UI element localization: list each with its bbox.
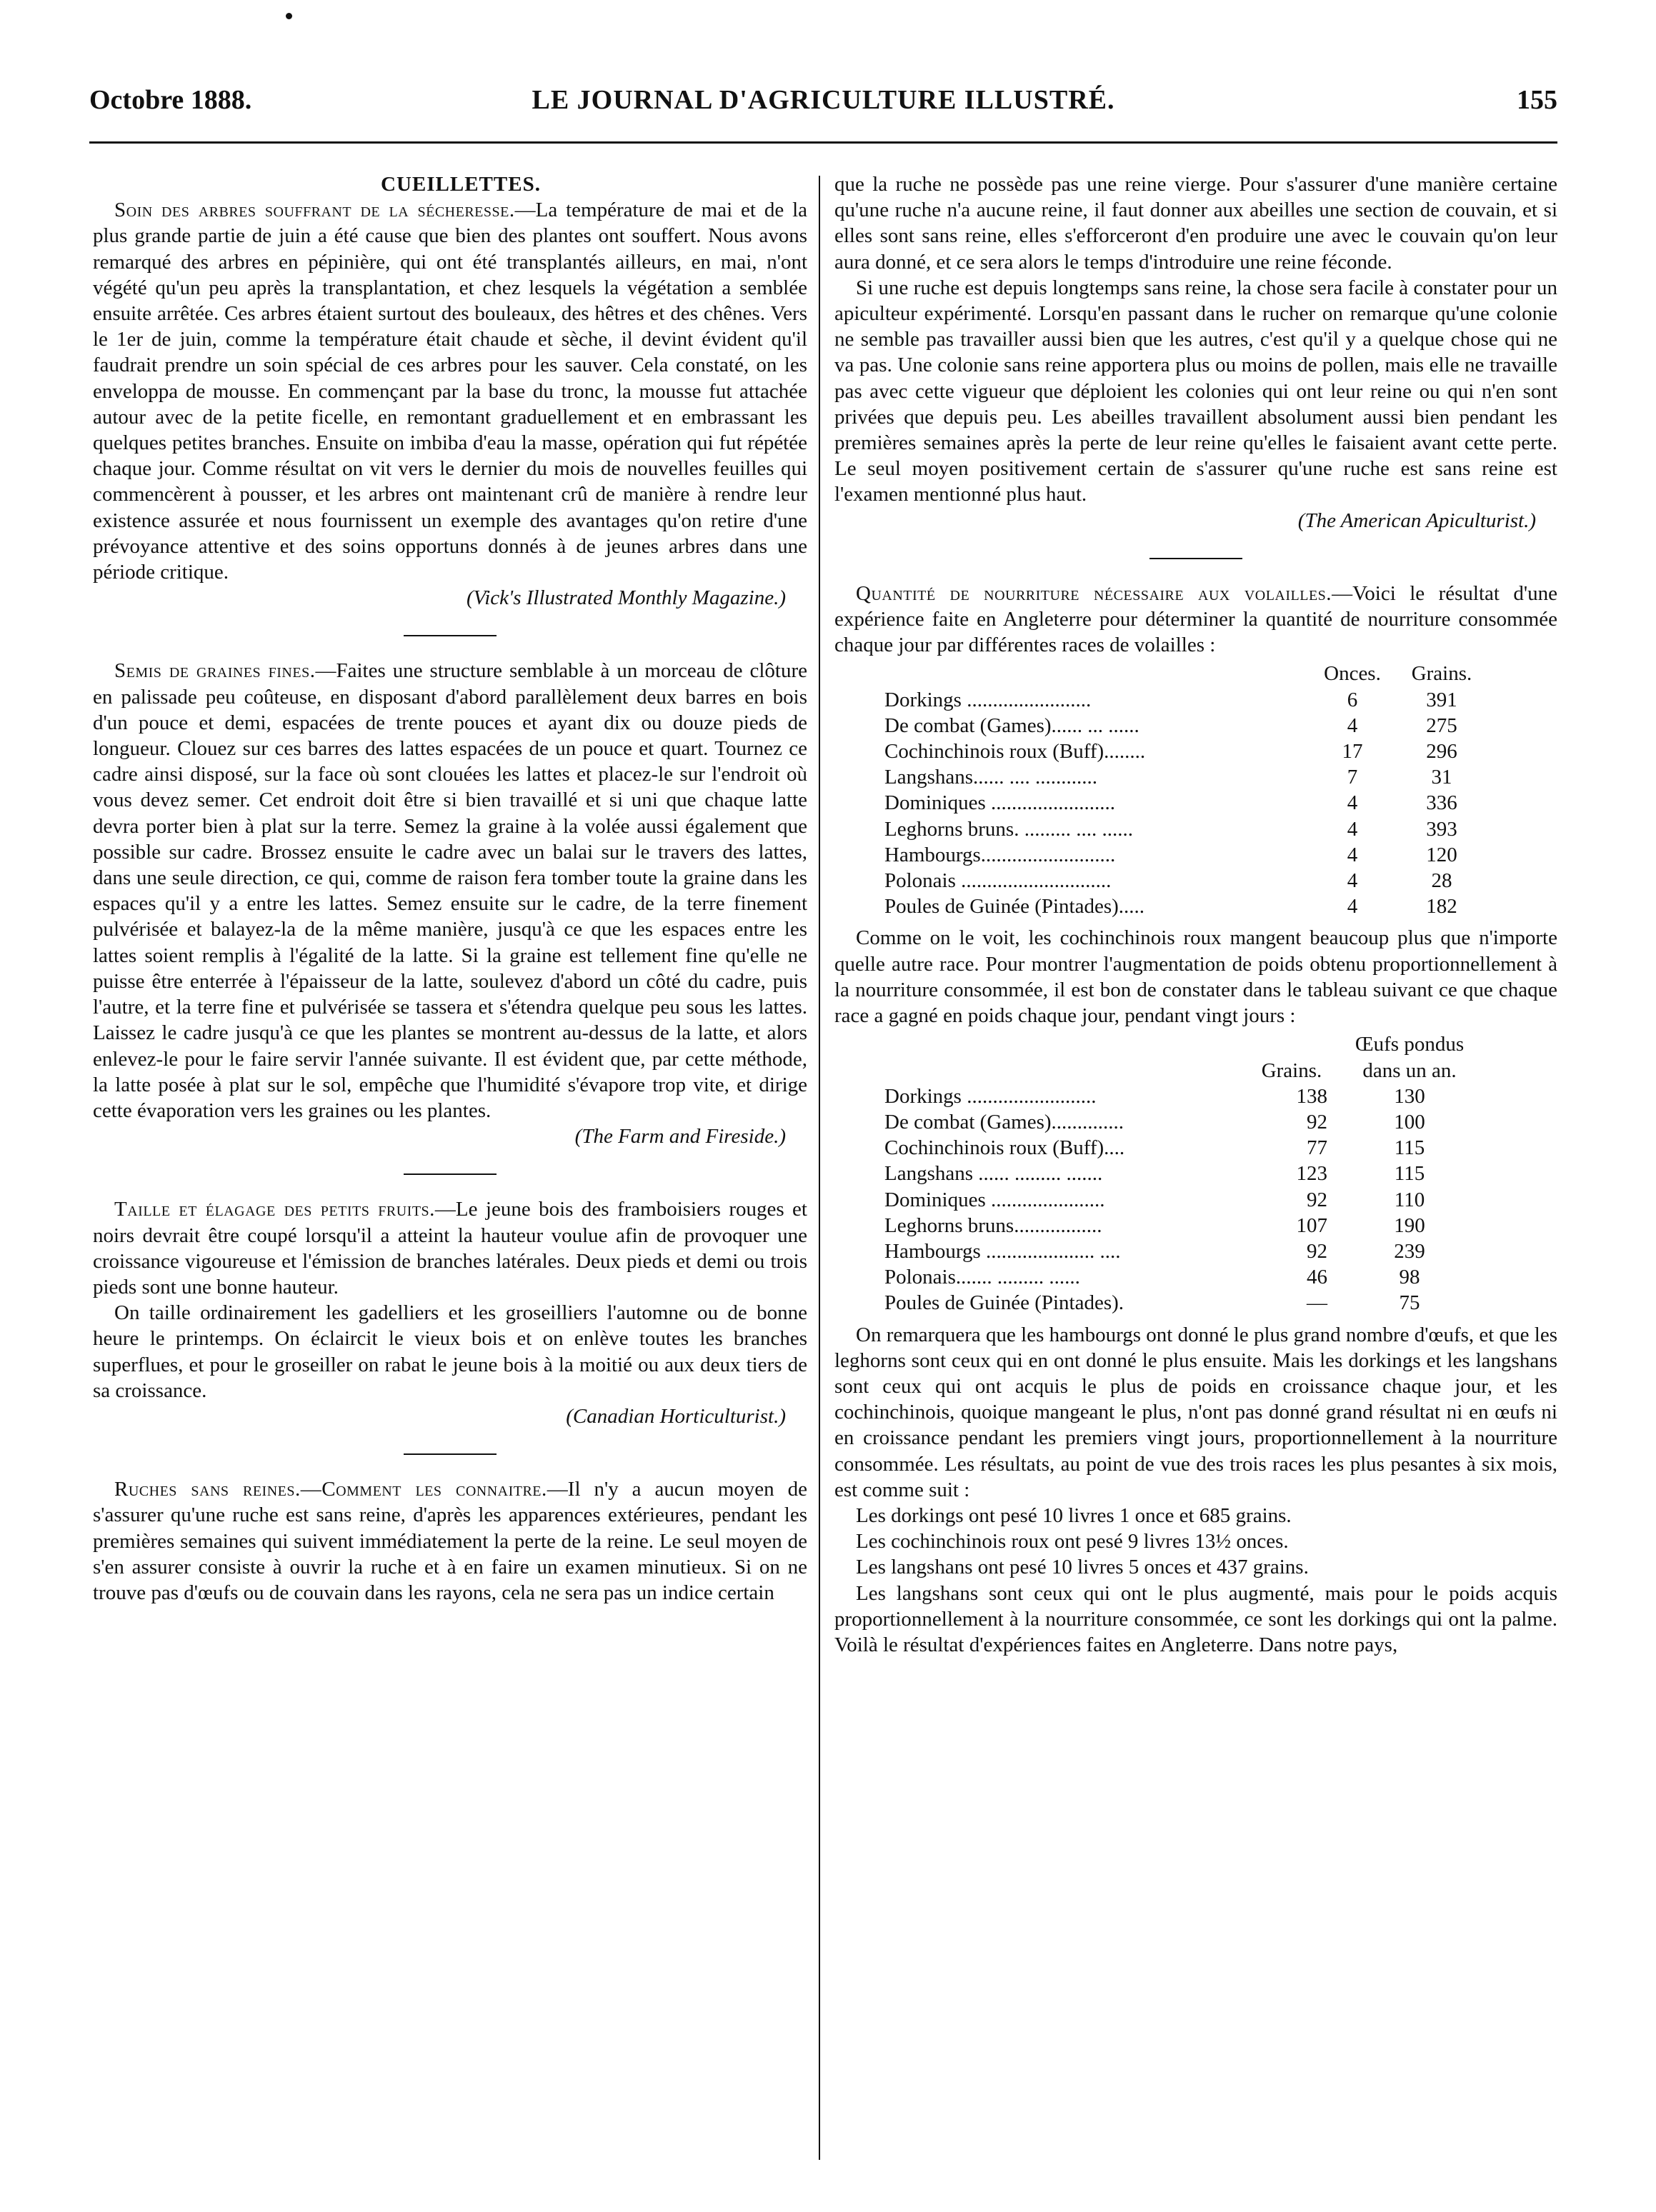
table-row [884, 1084, 1477, 1109]
table-row [884, 713, 1492, 739]
table-cell: Langshans ...... ......... ....... [884, 1162, 1103, 1186]
table-cell: Cochinchinois roux (Buff).... [884, 1136, 1125, 1160]
table-cell: 190 [1394, 1213, 1425, 1237]
article-body: —Voici le résultat d'une expérience faite en Angleterre pour déterminer la quantité de nourriture consommée chaque jour par différentes races de volailles : [834, 581, 1557, 657]
result-line: Les dorkings ont pesé 10 livres 1 once et 685 grains. [856, 1503, 1292, 1527]
article-body: —La température de mai et de la plus grande partie de juin a été cause que bien des plantes ont souffert. Nous avons remarqué des arbres en pépinière, qui ont été transplantés ailleurs, en mai, n'ont végété qu'un peu après la transplantation, et chez lesquels la végétation a semblée ensuite arrêtée. Ces arbres étaient surtout des bouleaux, des hêtres et des chênes. Vers le 1er de juin, comme la température était chaude et sèche, il devint évident qu'il faudrait prendre un soin spécial de ces arbres pour les sauver. Cela constaté, on les enveloppa de mousse. En commençant par la base du tronc, la mousse fut attachée autour avec de la petite ficelle, en remontant graduellement et en embrassant les quelques petites branches. Ensuite on imbiba d'eau la masse, opération qui fut répétée chaque jour. Comme résultat on vit vers le dernier du mois de nouvelles feuilles qui commencèrent à pousser, et les arbres ont maintenant crû de manière à rendre leur existence assurée et nous fournissent un exemple des avantages qu'on retire d'une prévoyance attentive et des soins opportuns donnés à de jeunes arbres dans une période critique. [93, 199, 807, 584]
table-cell: 138 [1296, 1084, 1327, 1108]
table-cell: Hambourgs.......................... [884, 843, 1116, 866]
article-paragraph: Si une ruche est depuis longtemps sans reine, la chose sera facile à constater pour un apiculteur expérimenté. Lorsqu'en passant dans le rucher on remarque qu'une colonie ne semble pas travailler aussi bien que les autres, c'est qu'il y a quelque chose qui ne va pas. Une colonie sans reine apportera plus ou moins de pollen, mais elle ne travaille pas avec cette vigueur que déploient les colonies qui ont leur reine ou qui n'en sont privées que depuis peu. Les abeilles travaillent absolument aussi bien pendant les premières semaines après la perte de leur reine qu'elles le faisaient avant cette perte. Le seul moyen positivement certain de s'assurer qu'une ruche est sans reine est l'examen mentionné plus haut. [834, 276, 1557, 506]
table-cell: 336 [1426, 791, 1457, 815]
column-header: dans un an. [1362, 1059, 1457, 1082]
table-row [884, 687, 1492, 713]
table-cell: 75 [1399, 1291, 1420, 1315]
article-body: —Le jeune bois des framboisiers rouges et noirs devrait être coupé lorsqu'il a atteint la hauteur voulue afin de provoquer une croissance vigoureuse et l'émission de branches latérales. Deux pieds et demi ou trois pieds sont une bonne hauteur. [93, 1198, 807, 1298]
page-header [89, 84, 1557, 127]
header-page-number: 155 [1517, 85, 1557, 115]
table-cell: 46 [1307, 1266, 1327, 1289]
article-source: (Vick's Illustrated Monthly Magazine.) [466, 586, 786, 610]
article-tree-care [93, 197, 807, 585]
column-header: Grains. [1261, 1059, 1322, 1082]
table-cell: 28 [1431, 869, 1452, 893]
table-cell: Hambourgs ..................... .... [884, 1239, 1121, 1263]
table-cell: Dominiques ...................... [884, 1188, 1105, 1211]
result-line: Les cochinchinois roux ont pesé 9 livres 13½ onces. [856, 1530, 1289, 1553]
table-cell: 107 [1296, 1213, 1327, 1237]
header-title: LE JOURNAL D'AGRICULTURE ILLUSTRÉ. [532, 85, 1115, 115]
table-cell: 31 [1431, 766, 1452, 789]
article-paragraph: On remarquera que les hambourgs ont donné le plus grand nombre d'œufs, et que les leghorns sont ceux qui en ont donné le plus ensuite. Mais les dorkings et les langshans sont ceux qui ont acquis le plus de poids en croissance chaque jour, et les cochinchinois, quoique mangeant le plus, n'ont pas donné grand résultat ni en œufs ni en croissance pendant les premiers vingt jours, proportionnellement à la nourriture consommée. Les résultats, au point de vue des trois races les plus pesantes à six mois, est comme suit : [834, 1323, 1557, 1501]
article-fine-seeds [93, 658, 807, 1123]
table-cell: 7 [1347, 766, 1358, 789]
article-queenless-hives [93, 1476, 807, 1606]
header-rule [89, 141, 1557, 144]
separator [404, 1453, 497, 1455]
table-cell: 77 [1307, 1136, 1327, 1160]
table-row [884, 1238, 1477, 1264]
table-cell: Poules de Guinée (Pintades)..... [884, 895, 1145, 919]
print-speck [286, 13, 292, 19]
article-heading: Ruches sans reines.—Comment les connaitre. [114, 1478, 547, 1501]
article-paragraph: Les langshans sont ceux qui ont le plus augmenté, mais pour le poids acquis proportionnellement à la nourriture consommée, ce sont les dorkings qui ont la palme. Voilà le résultat d'expériences faites en Angleterre. Dans notre pays, [834, 1581, 1557, 1656]
table-cell: 6 [1347, 688, 1358, 711]
table-cell: 4 [1347, 843, 1358, 866]
table-row [884, 790, 1492, 816]
article-heading: Taille et élagage des petits fruits. [114, 1198, 435, 1221]
table-cell: 275 [1426, 714, 1457, 737]
weight-gain-table [884, 1031, 1477, 1316]
table-row [884, 1290, 1477, 1316]
article-paragraph: que la ruche ne possède pas une reine vierge. Pour s'assurer d'une manière certaine qu'une ruche n'a aucune reine, il faut donner aux abeilles une section de couvain, et si elles sont sans reine, elles s'efforceront d'en produire une avec le couvain qu'on leur aura donné, et ce sera alors le temps d'introduire une reine féconde. [834, 173, 1557, 274]
table-cell: 110 [1394, 1188, 1425, 1211]
article-source: (The American Apiculturist.) [1297, 509, 1536, 532]
separator [404, 635, 497, 636]
article-heading: Quantité de nourriture nécessaire aux volailles. [856, 581, 1332, 605]
table-cell: 4 [1347, 714, 1358, 737]
table-cell: De combat (Games).............. [884, 1110, 1124, 1133]
column-header: Grains. [1411, 662, 1472, 686]
article-source: (Canadian Horticulturist.) [566, 1404, 786, 1428]
table-cell: Cochinchinois roux (Buff)........ [884, 740, 1146, 764]
column-header: Œufs pondus [1355, 1033, 1465, 1056]
table-cell: 239 [1394, 1239, 1425, 1263]
table-row [884, 894, 1492, 919]
table-cell: Langshans...... .... ............ [884, 766, 1098, 789]
table-cell: De combat (Games)...... ... ...... [884, 714, 1139, 737]
table-row [884, 1187, 1477, 1213]
table-cell: Polonais....... ......... ...... [884, 1266, 1080, 1289]
right-column [834, 171, 1557, 1658]
article-heading: Semis de graines fines. [114, 659, 316, 683]
table-cell: Leghorns bruns. ......... .... ...... [884, 817, 1133, 841]
table-row [884, 868, 1492, 894]
table-row [884, 1213, 1477, 1238]
table-cell: 4 [1347, 791, 1358, 815]
table-cell: 4 [1347, 817, 1358, 841]
table-row [884, 816, 1492, 842]
table-cell: 4 [1347, 895, 1358, 919]
table-row [884, 1109, 1477, 1135]
article-body: —Il n'y a aucun moyen de s'assurer qu'une ruche est sans reine, d'après les apparences extérieures, pendant les premières semaines qui suivent immédiatement la perte de la reine. Le seul moyen de s'en assurer consiste à ouvrir la ruche et à en faire un examen minutieux. Si on ne trouve pas d'œufs ou de couvain dans les rayons, cela ne sera pas un indice certain [93, 1478, 808, 1604]
table-cell: 17 [1342, 740, 1363, 764]
table-cell: 391 [1426, 688, 1457, 711]
column-rule [819, 176, 820, 2160]
article-pruning [93, 1196, 807, 1300]
table-row [884, 1264, 1477, 1290]
table-cell: Dorkings ......................... [884, 1084, 1097, 1108]
table-cell: Dominiques ........................ [884, 791, 1116, 815]
table-cell: 296 [1426, 740, 1457, 764]
table-cell: Polonais ............................. [884, 869, 1112, 893]
article-poultry-food [834, 581, 1557, 659]
table-header-row [884, 661, 1492, 686]
table-cell: Dorkings ........................ [884, 688, 1092, 711]
table-cell: 120 [1426, 843, 1457, 866]
separator [1149, 558, 1242, 559]
table-cell: 92 [1307, 1239, 1327, 1263]
table-header-row [884, 1031, 1477, 1057]
table-row [884, 1135, 1477, 1161]
table-cell: Poules de Guinée (Pintades). [884, 1291, 1124, 1315]
article-paragraph: On taille ordinairement les gadelliers et les groseilliers l'automne ou de bonne heure le printemps. On éclaircit le vieux bois et on enlève toutes les branches superflues, et pour le groseiller on rabat le jeune bois à la moitié ou aux deux tiers de sa croissance. [93, 1301, 807, 1402]
table-cell: Leghorns bruns................. [884, 1213, 1102, 1237]
table-cell: 182 [1426, 895, 1457, 919]
article-body: —Faites une structure semblable à un morceau de clôture en palissade peu coûteuse, en disposant d'abord parallèlement deux barres en bois d'un pouce et demi, espacées de trente pouces et ayant dix ou douze pieds de longueur. Clouez sur ces barres des lattes espacées de un pouce et quart. Tournez ce cadre ainsi disposé, sur la face où sont clouées les lattes et placez-le sur l'endroit où vous devez semer. Cet endroit doit être si bien travaillé et si uni que chaque latte devra porter bien à plat sur la terre. Semez la graine à la volée aussi également que possible sur cadre. Brossez ensuite le cadre avec un balai sur le travers des lattes, dans une seule direction, ce qui, comme de raison fera tomber toute la graine dans les espaces qu'il y a entre les lattes. Semez ensuite sur le cadre, de la terre finement pulvérisée et balayez-la de la même manière, jusqu'à ce que les espaces entre les lattes soient remplis à l'égalité de la latte. Si la graine est tellement fine qu'elle ne puisse être enterrée à l'épaisseur de la latte, soulevez d'abord un côté du cadre, puis l'autre, et la terre fine et pulvérisée se tassera et s'étendra quelque peu sous les lattes. Laissez le cadre jusqu'à ce que les plantes se montrent au-dessus de la latte, et alors enlevez-le pour le faire servir l'année suivante. Il est évident que, par cette méthode, la latte posée à plat sur le sol, empêche que l'humidité s'évapore trop vite, et dirige cette évaporation vers les graines ou les plantes. [93, 659, 807, 1122]
article-heading: Soin des arbres souffrant de la sécheresse. [114, 199, 515, 222]
food-table [884, 661, 1492, 919]
separator [404, 1173, 497, 1175]
left-column [93, 171, 807, 1606]
result-line: Les langshans ont pesé 10 livres 5 onces et 437 grains. [856, 1556, 1309, 1579]
table-cell: 115 [1394, 1162, 1425, 1186]
table-header-row [884, 1058, 1477, 1084]
section-title: CUEILLETTES. [381, 173, 541, 196]
table-row [884, 1161, 1477, 1186]
table-cell: 4 [1347, 869, 1358, 893]
table-cell: 130 [1394, 1084, 1425, 1108]
table-cell: 98 [1399, 1266, 1420, 1289]
article-paragraph: Comme on le voit, les cochinchinois roux mangent beaucoup plus que n'importe quelle autre race. Pour montrer l'augmentation de poids obtenu proportionnellement à la nourriture consommée, il est bon de constater dans le tableau suivant ce que chaque race a gagné en poids chaque jour, pendant vingt jours : [834, 926, 1557, 1028]
table-cell: 393 [1426, 817, 1457, 841]
table-cell: 92 [1307, 1188, 1327, 1211]
table-cell: — [1307, 1291, 1327, 1315]
table-cell: 100 [1394, 1110, 1425, 1133]
table-row [884, 764, 1492, 790]
column-header: Onces. [1324, 662, 1381, 686]
article-source: (The Farm and Fireside.) [574, 1125, 786, 1148]
table-cell: 115 [1394, 1136, 1425, 1160]
table-row [884, 842, 1492, 868]
table-cell: 123 [1296, 1162, 1327, 1186]
header-date: Octobre 1888. [89, 85, 252, 115]
table-cell: 92 [1307, 1110, 1327, 1133]
table-row [884, 739, 1492, 764]
